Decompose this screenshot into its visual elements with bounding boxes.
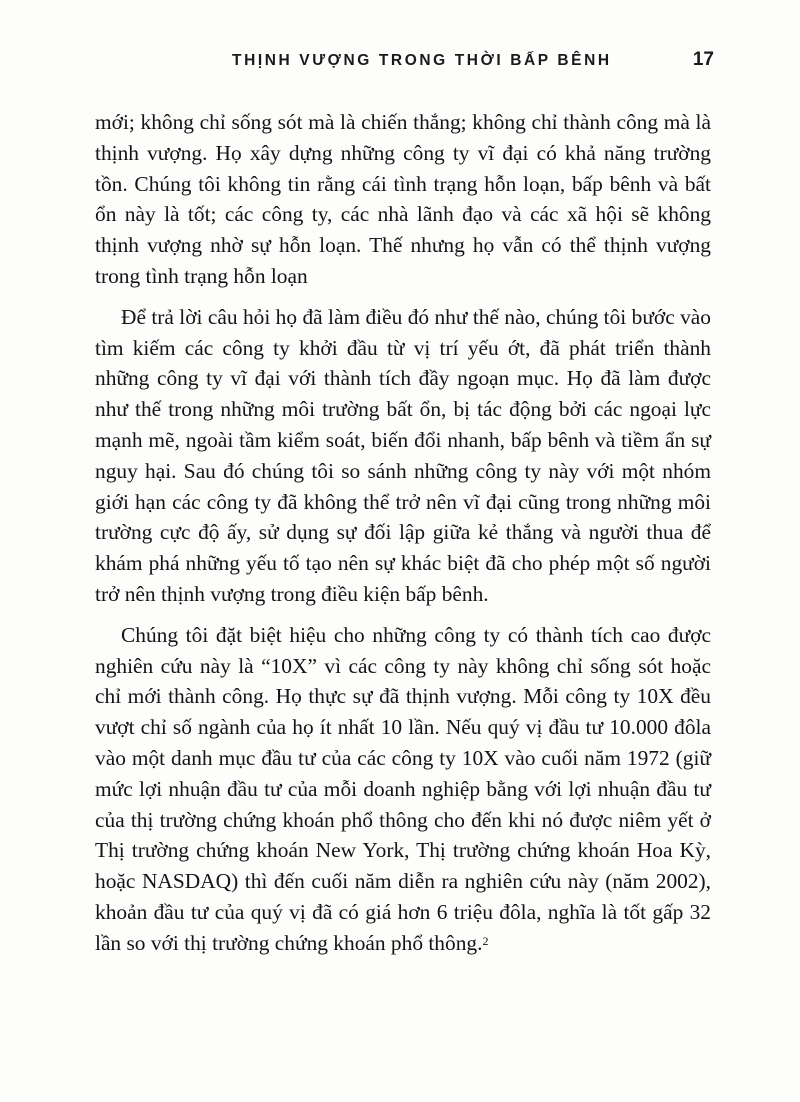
paragraph: Để trả lời câu hỏi họ đã làm điều đó như thế nào, chúng tôi bước vào tìm kiếm các công ty khởi đầu từ vị trí yếu ớt, đã phát triển thành những công ty vĩ đại với thành tích đầy ngoạn mục. Họ đã làm được như thế trong những môi trường bất ổn, bị tác động bởi các ngoại lực mạnh mẽ, ngoài tầm kiểm soát, biến đổi nhanh, bấp bênh và tiềm ẩn sự nguy hại. Sau đó chúng tôi so sánh những công ty này với một nhóm giới hạn các công ty đã không thể trở nên vĩ đại cũng trong những môi trường cực độ ấy, sử dụng sự đối lập giữa kẻ thắng và người thua để khám phá những yếu tố tạo nên sự khác biệt đã cho phép một số người trở nên thịnh vượng trong điều kiện bấp bênh. [95, 304, 711, 606]
body-text [95, 107, 711, 969]
paragraph-with-footnote [95, 620, 711, 959]
page-number: 17 [692, 49, 714, 70]
footnote-marker: 2 [482, 933, 489, 948]
paragraph-text: Chúng tôi đặt biệt hiệu cho những công ty có thành tích cao được nghiên cứu này là “10X” vì các công ty này không chỉ sống sót hoặc chỉ mới thành công. Họ thực sự đã thịnh vượng. Mỗi công ty 10X đều vượt chỉ số ngành của họ ít nhất 10 lần. Nếu quý vị đầu tư 10.000 đôla vào một danh mục đầu tư của các công ty 10X vào cuối năm 1972 (giữ mức lợi nhuận đầu tư của mỗi doanh nghiệp bằng với lợi nhuận đầu tư của thị trường chứng khoán phổ thông cho đến khi nó được niêm yết ở Thị trường chứng khoán New York, Thị trường chứng khoán Hoa Kỳ, hoặc NASDAQ) thì đến cuối năm diễn ra nghiên cứu này (năm 2002), khoản đầu tư của quý vị đã có giá hơn 6 triệu đôla, nghĩa là tốt gấp 32 lần so với thị trường chứng khoán phổ thông. [95, 622, 711, 955]
paragraph-continued: mới; không chỉ sống sót mà là chiến thắng; không chỉ thành công mà là thịnh vượng. Họ xây dựng những công ty vĩ đại có khả năng trường tồn. Chúng tôi không tin rằng cái tình trạng hỗn loạn, bấp bênh và bất ổn này là tốt; các công ty, các nhà lãnh đạo và các xã hội sẽ không thịnh vượng nhờ sự hỗn loạn. Thế nhưng họ vẫn có thể thịnh vượng trong tình trạng hỗn loạn [95, 110, 711, 288]
running-header-title: THỊNH VƯỢNG TRONG THỜI BẤP BÊNH [232, 52, 612, 69]
